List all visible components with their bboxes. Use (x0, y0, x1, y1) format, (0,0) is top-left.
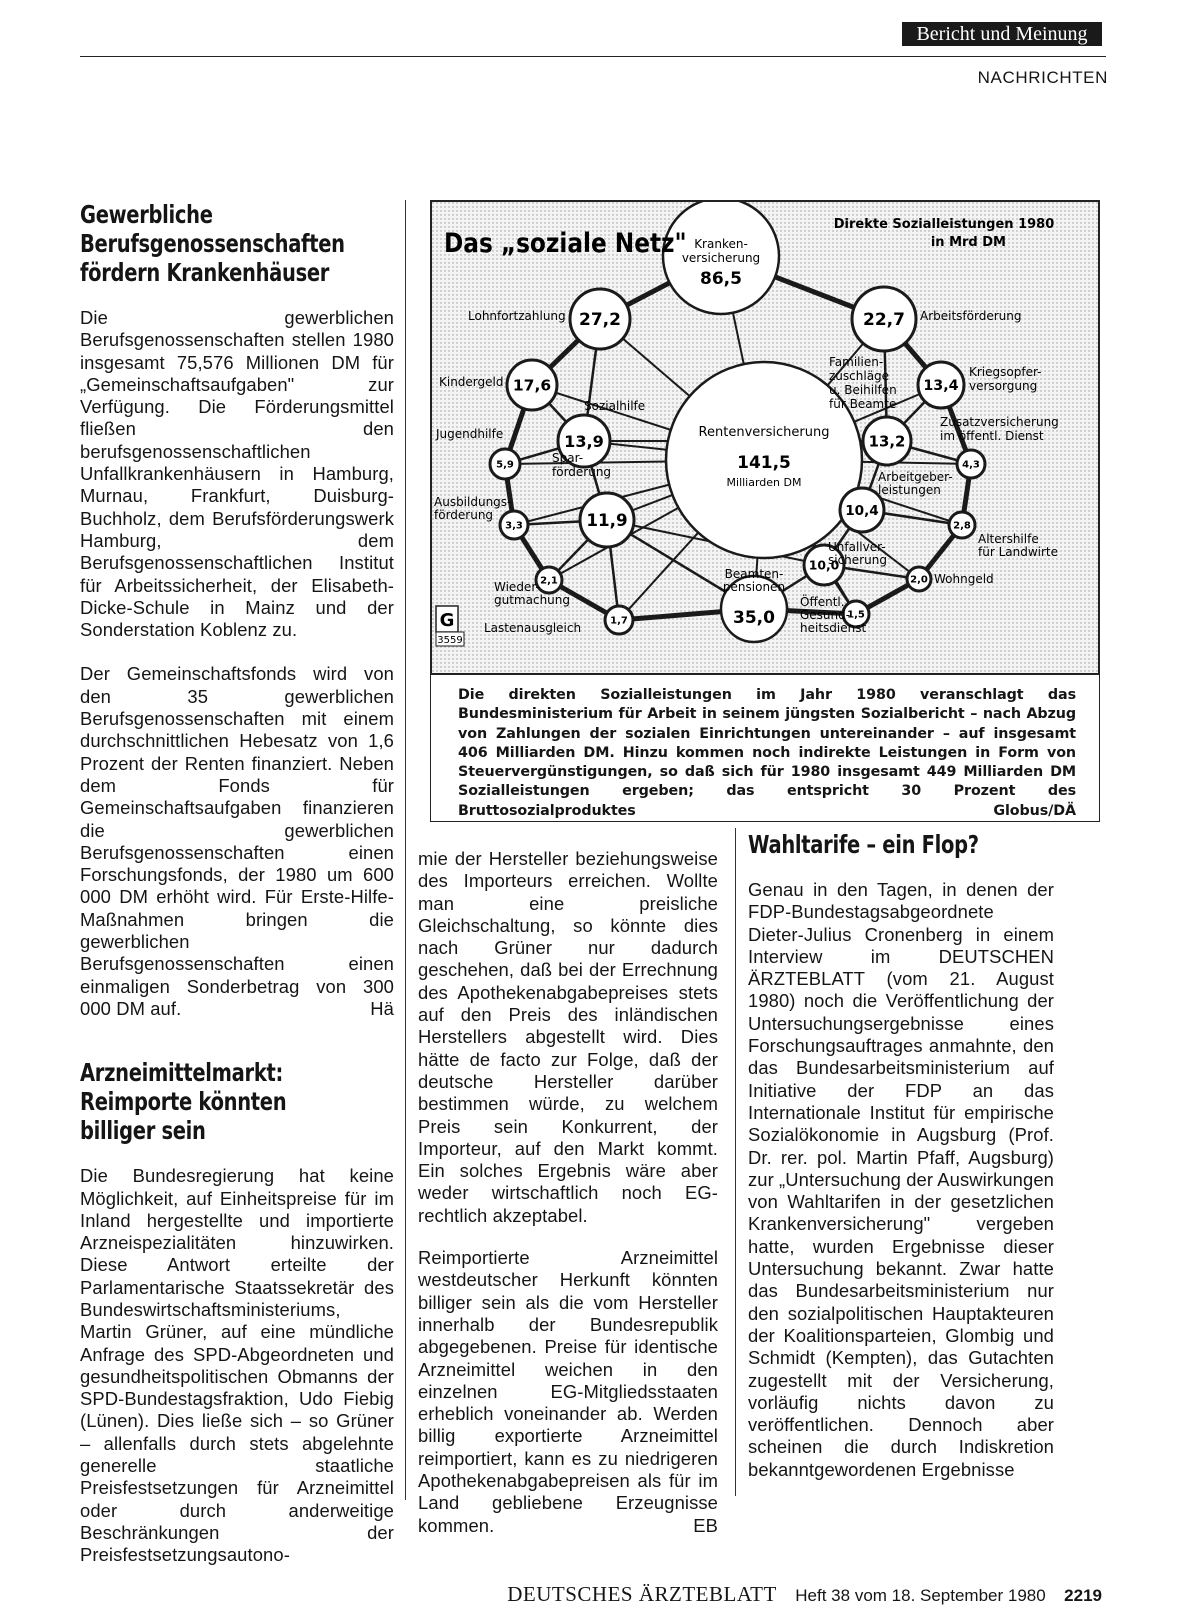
node-zusatzversicherung-label-2: im öffentl. Dienst (940, 429, 1044, 443)
node-unfallversicherung-label-1: Unfallver- (828, 540, 886, 554)
node-arbeitsfoerderung-label-1: Arbeitsförderung (920, 309, 1022, 323)
node-gesundheitsdienst-value: 1,5 (847, 609, 865, 621)
article3-paragraph-1: Genau in den Tagen, in denen der FDP-Bundestagsabgeordnete Dieter-Julius Cronenberg in einem Interview im DEUTSCHEN ÄRZTEBLATT (vom 21. August 1980) noch die Veröffentlichung der Untersuchungsergebnisse eines Forschungsauftrages anmahnte, den das Bundesarbeitsministerium auf Initiative der FDP an das Internationale Institut für empirische Sozialökonomie in Augsburg (Prof. Dr. rer. pol. Martin Pfaff, Augsburg) zur „Untersuchung der Auswirkungen von Wahltarifen in der gesetzlichen Krankenversicherung" vergeben hatte, wurden Ergebnisse dieser Untersuchung bekannt. Zwar hatte das Bundesarbeitsministerium nur den sozialpolitischen Hauptakteuren der Koalitionsparteien, Glombig und Schmidt (Kempten), das Gutachten zugestellt mit der Versicherung, vorläufig nichts davon zu veröffentlichen. Dennoch aber scheinen die durch Indiskretion bekanntgewordenen Ergebnisse (748, 879, 1054, 1480)
chart-title: Das „soziale Netz" (444, 227, 687, 259)
article2-continuation-1: mie der Hersteller beziehungsweise des Importeurs erreichen. Wollte man eine preisliche Gleichschaltung, so könnte dies nach Grüner nur dadurch geschehen, daß bei der Errechnung des Apothekenabgabepreises stets auf den Preis des inländischen Herstellers abgestellt wird. Dies hätte de facto zur Folge, daß der deutsche Hersteller darüber bestimmen würde, zu welchem Preis sein Konkurrent, der Importeur, auf den Markt kommt. Ein solches Ergebnis wäre aber weder wirtschaftlich noch EG-rechtlich akzeptabel. (418, 848, 718, 1226)
node-arbeitgeberleistungen-label-1: Arbeitgeber- (878, 470, 953, 484)
node-sozialhilfe-value: 13,9 (564, 431, 604, 451)
chart-credit: Globus/DÄ (993, 802, 1076, 819)
node-familienzuschlaege-label-2: zuschläge (829, 369, 890, 383)
node-sparfoerderung-value: 11,9 (586, 510, 628, 531)
node-wiedergutmachung-label-2: gutmachung (494, 593, 571, 607)
node-gesundheitsdienst-label-3: heitsdienst (800, 621, 867, 635)
node-kriegsopferversorgung-label-1: Kriegsopfer- (969, 365, 1042, 379)
node-unfallversicherung-label-2: sicherung (828, 553, 887, 567)
column-2 (418, 848, 718, 1537)
node-kriegsopferversorgung-value: 13,4 (923, 378, 959, 395)
badge-number: 3559 (437, 635, 463, 646)
column-divider-1 (405, 200, 406, 1500)
node-ausbildungsfoerderung-label-2: förderung (434, 508, 494, 522)
article1-signature: Hä (370, 997, 394, 1019)
article1-paragraph-1: Die gewerblichen Berufsgenossenschaften stellen 1980 insgesamt 75,576 Millionen DM für „Gemeinschaftsaufgaben" zur Verfügung. Die Förderungsmittel fließen den berufsgenossenschaftlichen Unfallkrankenhäusern in Hamburg, Murnau, Frankfurt, Duisburg-Buchholz, dem Berufsförderungswerk Hamburg, dem Berufsgenossenschaftlichen Institut für Arbeitssicherheit, der Elisabeth-Dicke-Schule in Mainz und der Sonderstation Koblenz zu. (80, 307, 394, 641)
node-rentenversicherung-unit: Milliarden DM (726, 476, 802, 489)
node-familienzuschlaege-value: 13,2 (868, 432, 906, 451)
node-kindergeld-label-1: Kindergeld (439, 375, 504, 389)
node-jugendhilfe-label-1: Jugendhilfe (436, 427, 504, 441)
chart-legend-line-2: in Mrd DM (930, 235, 1006, 250)
node-sparfoerderung-label-1: Spar- (552, 451, 584, 465)
node-arbeitgeberleistungen-label-2: leistungen (878, 483, 941, 497)
article2-title: Arzneimittelmarkt: Reimporte könnten billiger sein (80, 1058, 287, 1146)
article2-continuation-2-text: Reimportierte Arzneimittel westdeutscher Herkunft könnten billiger sein als die vom Hersteller innerhalb der Bundesrepublik abgegebenen. Preise für identische Arzneimittel weichen in den einzelnen EG-Mitgliedsstaaten erheblich voneinander ab. Werden billig exportierte Arzneimittel reimportiert, kann es zu niedrigeren Apothekenabgabepreisen als für im Land gebliebene Erzeugnisse kommen. (418, 1247, 718, 1536)
node-zusatzversicherung-label-1: Zusatzversicherung (940, 415, 1059, 429)
chart-legend-line-1: Direkte Sozialleistungen 1980 (833, 217, 1055, 232)
article1-paragraph-2-text: Der Gemeinschaftsfonds wird von den 35 gewerblichen Berufsgenossenschaften mit einem durchschnittlichen Hebesatz von 1,6 Prozent der Renten finanziert. Neben dem Fonds für Gemeinschaftsaufgaben finanzieren die gewerblichen Berufsgenossenschaften einen Forschungsfonds, der 1980 um 600 000 DM erhöht wird. Für Erste-Hilfe-Maßnahmen bringen die gewerblichen Berufsgenossenschaften einen einmaligen Sonderbetrag von 300 000 DM auf. (80, 663, 394, 1019)
chart-svg (432, 202, 1098, 673)
chart-caption (458, 686, 1076, 821)
article1-title: Gewerbliche Berufsgenossenschaften fördern Krankenhäuser (80, 200, 345, 287)
node-rentenversicherung-value: 141,5 (737, 453, 791, 473)
node-lastenausgleich-value: 1,7 (610, 615, 628, 627)
article2-continuation-2 (418, 1247, 718, 1537)
badge-letter: G (439, 610, 455, 631)
article3-title: Wahltarife – ein Flop? (748, 830, 979, 859)
article1-paragraph-2 (80, 663, 394, 1020)
node-altershilfe-label-1: Altershilfe (978, 532, 1039, 546)
column-divider-2 (735, 828, 736, 1496)
node-rentenversicherung-label: Rentenversicherung (698, 425, 830, 440)
footer-issue: Heft 38 vom 18. September 1980 (795, 1586, 1046, 1605)
node-arbeitgeberleistungen-value: 10,4 (845, 502, 879, 519)
node-krankenversicherung-value: 86,5 (700, 269, 742, 289)
node-wohngeld-value: 2,0 (910, 574, 928, 586)
node-lohnfortzahlung-value: 27,2 (579, 310, 621, 331)
node-altershilfe-label-2: für Landwirte (978, 545, 1059, 559)
node-wiedergutmachung-label-1: Wieder- (494, 580, 540, 594)
node-wohngeld-label-1: Wohngeld (934, 572, 994, 586)
node-gesundheitsdienst-label-1: Öffentl. (800, 595, 845, 609)
node-arbeitsfoerderung-value: 22,7 (863, 310, 905, 331)
node-beamtenpensionen-value: 35,0 (733, 608, 775, 628)
section-tag: Bericht und Meinung (902, 22, 1102, 46)
page-footer (0, 1582, 1102, 1607)
section-subtitle: NACHRICHTEN (977, 68, 1108, 87)
node-wiedergutmachung-value: 2,1 (540, 575, 558, 587)
node-beamtenpensionen-label-2: pensionen (722, 580, 786, 594)
node-unfallversicherung-value: 10,0 (808, 557, 840, 573)
article2-paragraph-1: Die Bundesregierung hat keine Möglichkeit, auf Einheitspreise für im Inland hergestellte und importierte Arzneispezialitäten hinzuwirken. Diese Antwort erteilte der Parlamentarische Staatssekretär des Bundeswirtschaftsministeriums, Martin Grüner, auf eine mündliche Anfrage des SPD-Abgeordneten und gesundheitspolitischen Obmanns der SPD-Bundestagsfraktion, Udo Fiebig (Lünen). Dies ließe sich – so Grüner – allenfalls durch stets abgelehnte generelle staatliche Preisfestsetzungen für Arzneimittel oder durch anderweitige Beschränkungen der Preisfestsetzungsautono- (80, 1165, 394, 1566)
node-kriegsopferversorgung-label-2: versorgung (969, 379, 1038, 393)
footer-page-number: 2219 (1064, 1586, 1102, 1605)
footer-journal: DEUTSCHES ÄRZTEBLATT (507, 1582, 777, 1606)
node-familienzuschlaege-label-1: Familien- (829, 355, 884, 369)
node-sozialhilfe-label-1: Sozialhilfe (584, 399, 646, 413)
chart-caption-text: Die direkten Sozialleistungen im Jahr 1980 veranschlagt das Bundesministerium für Arbeit in seinem jüngsten Sozialbericht – nach Abzug von Zahlungen der sozialen Einrichtungen untereinander – auf insgesamt 406 Milliarden DM. Hinzu kommen noch indirekte Leistungen in Form von Steuervergünstigungen, so daß sich für 1980 insgesamt 449 Milliarden DM Sozialleistungen ergeben; das entspricht 30 Prozent des Bruttosozialproduktes (458, 687, 1076, 819)
social-net-chart (430, 200, 1100, 675)
node-gesundheitsdienst-label-2: Gesund- (800, 608, 851, 622)
node-beamtenpensionen-label-1: Beamten- (724, 567, 784, 581)
column-1 (80, 200, 394, 1567)
node-familienzuschlaege-label-4: für Beamte (829, 397, 897, 411)
article2-signature: EB (693, 1514, 718, 1536)
node-krankenversicherung-label-2: versicherung (681, 251, 761, 265)
node-lohnfortzahlung-label-1: Lohnfortzahlung (468, 309, 566, 323)
node-jugendhilfe-value: 5,9 (496, 459, 514, 471)
node-kindergeld-value: 17,6 (512, 376, 552, 395)
node-krankenversicherung-label-1: Kranken- (694, 237, 748, 251)
node-ausbildungsfoerderung-label-1: Ausbildungs- (434, 495, 512, 509)
node-ausbildungsfoerderung-value: 3,3 (505, 520, 523, 532)
node-familienzuschlaege-label-3: u. Beihilfen (829, 383, 897, 397)
node-altershilfe-value: 2,8 (953, 520, 971, 532)
node-zusatzversicherung-value: 4,3 (962, 459, 980, 471)
header-rule (80, 56, 1106, 57)
node-sparfoerderung-label-2: förderung (552, 465, 612, 479)
node-lastenausgleich-label-1: Lastenausgleich (484, 621, 582, 635)
column-3 (748, 830, 1054, 1481)
